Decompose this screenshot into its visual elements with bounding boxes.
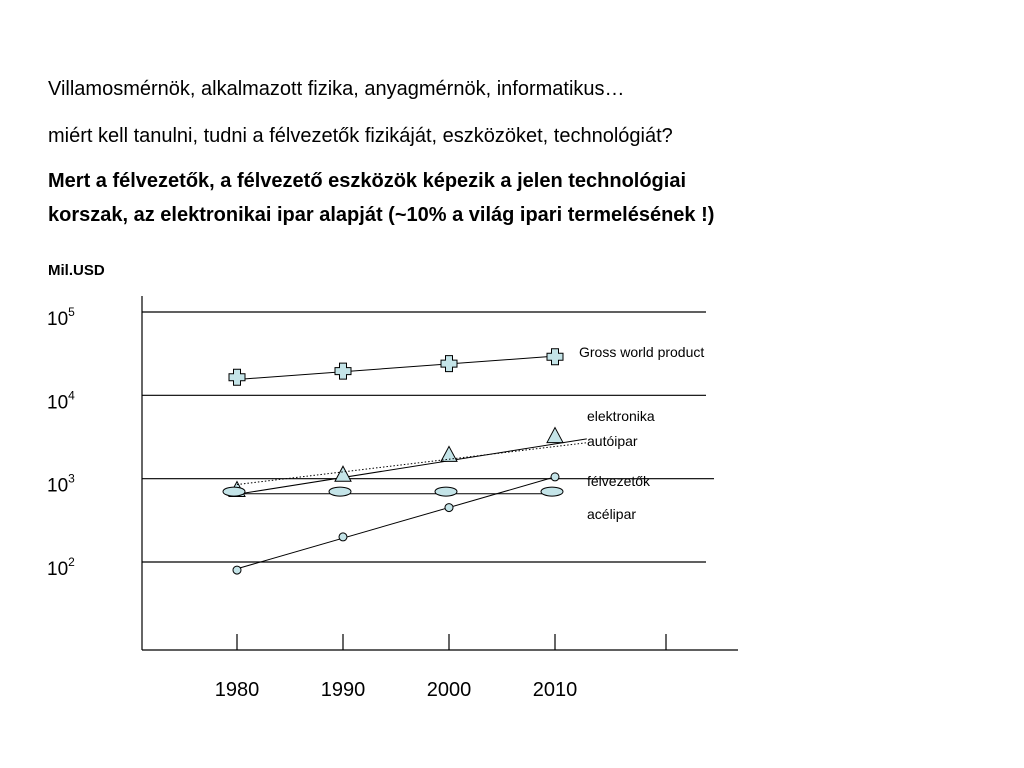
series-label: acélipar [587,506,637,522]
intro-line: Villamosmérnök, alkalmazott fizika, anyagmérnök, informatikus… [48,78,625,100]
point-elektronika [335,466,351,481]
point-felvezetok [233,566,241,574]
series-label: autóipar [587,433,638,449]
answer-line-1: Mert a félvezetők, a félvezető eszközök képezik a jelen technológiai [48,170,687,192]
series-label: Gross world product [579,344,705,360]
y-tick-label: $10^3$ [47,471,75,497]
point-felvezetok [339,533,347,541]
series-label: félvezetők [587,473,651,489]
series-label: elektronika [587,408,655,424]
trend-line-gross-world-product [237,356,555,379]
y-tick-label: $10^4$ [47,388,75,414]
question-line: miért kell tanulni, tudni a félvezetők fizikáját, eszközöket, technológiát? [48,125,673,147]
x-tick-label: 1980 [214,679,260,701]
point-acelipar [223,487,245,496]
x-tick-label: 2010 [532,679,578,701]
point-gross-world-product [335,363,351,379]
y-axis-unit-label: Mil.USD [48,262,105,279]
y-tick-label: $10^2$ [47,555,75,580]
trend-line-elektronika [237,439,587,494]
y-tick-label: $10^5$ [47,305,75,330]
point-acelipar [541,487,563,496]
point-felvezetok [445,504,453,512]
point-felvezetok [551,473,559,481]
x-tick-label: 1990 [320,679,366,701]
point-acelipar [329,487,351,496]
answer-line-2: korszak, az elektronikai ipar alapját (~10% a világ ipari termelésének !) [48,204,715,226]
point-elektronika [547,428,563,443]
point-gross-world-product [547,349,563,365]
point-gross-world-product [441,356,457,372]
point-acelipar [435,487,457,496]
trend-line-felvezetok [237,477,555,569]
x-tick-label: 2000 [426,679,472,701]
point-gross-world-product [229,369,245,385]
